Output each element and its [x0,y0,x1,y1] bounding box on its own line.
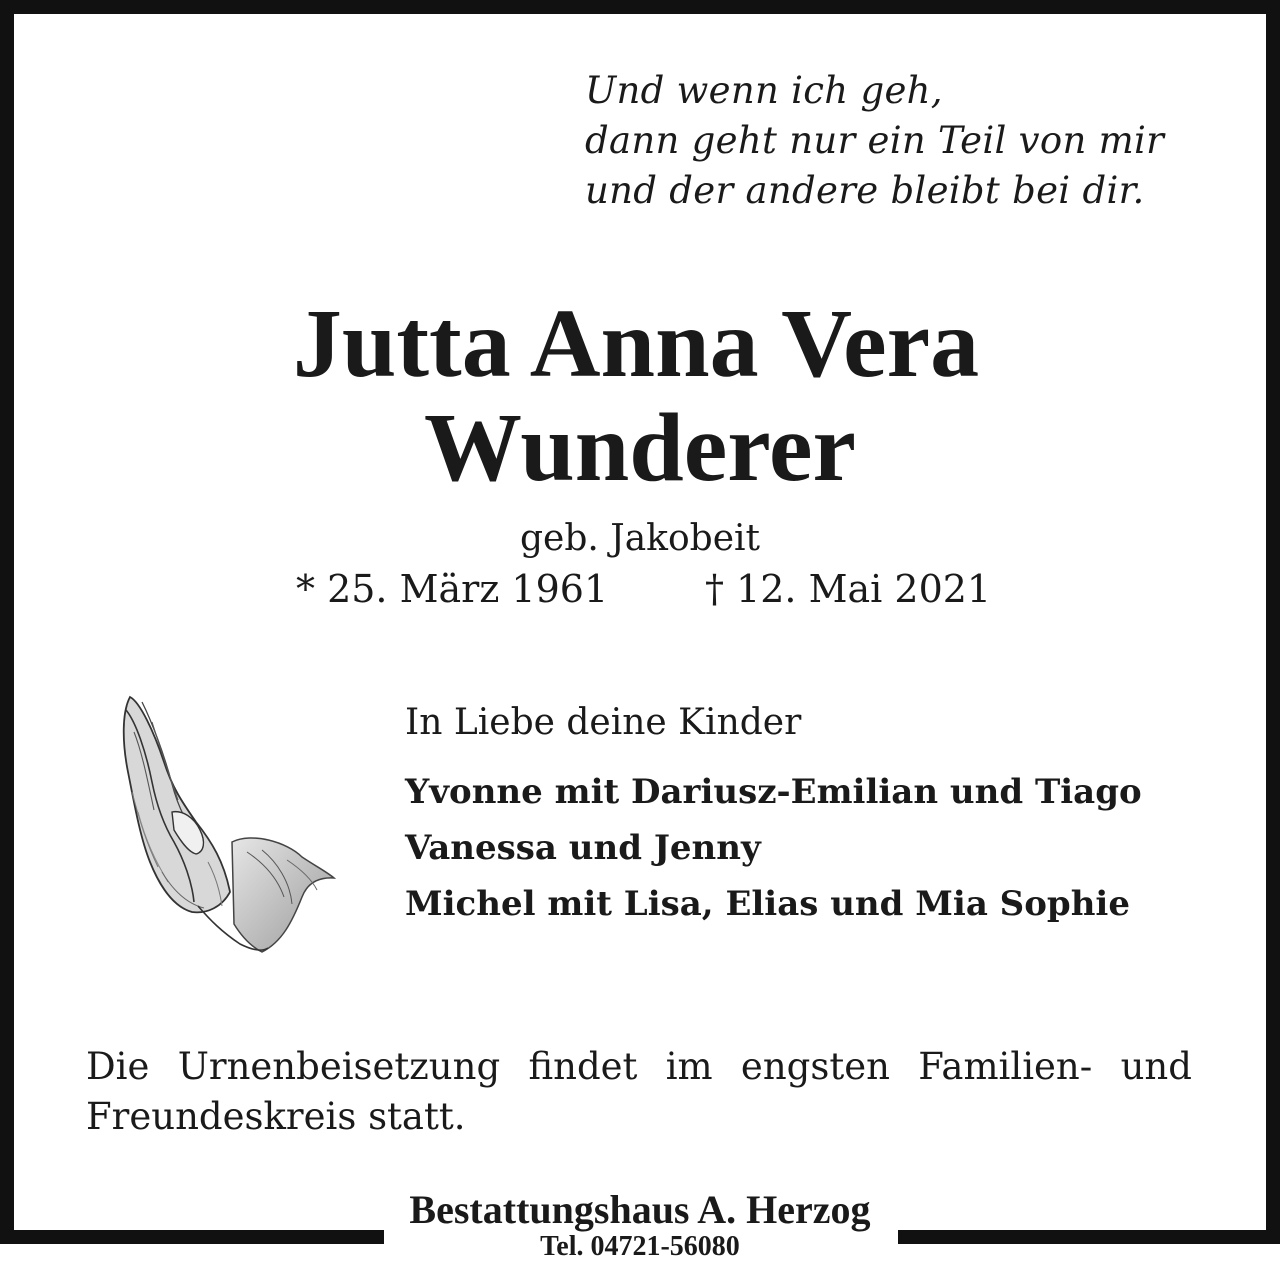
notice-word: Die [86,1045,150,1088]
list-item: Michel mit Lisa, Elias und Mia Sophie [405,884,1130,924]
mourners-intro: In Liebe deine Kinder [405,702,802,743]
death-date: † 12. Mai 2021 [705,567,992,611]
notice-word: im [665,1045,713,1088]
maiden-name-text: geb. Jakobeit [520,518,760,559]
praying-hands-icon [112,692,336,954]
burial-notice [86,1042,1192,1142]
quote-line: dann geht nur ein Teil von mir [585,119,1165,162]
notice-word: und [1120,1045,1192,1088]
deceased-name [0,292,1280,500]
notice-line-1 [86,1042,1192,1092]
funeral-home-name-text: Bestattungshaus A. Herzog [409,1187,871,1232]
children-list [405,764,1142,932]
deceased-first-names: Jutta Anna Vera [292,290,980,398]
quote-line: Und wenn ich geh, [585,69,943,112]
notice-word: Urnenbeisetzung [177,1045,501,1088]
birth-date: * 25. März 1961 [296,567,609,611]
notice-word: engsten [740,1045,890,1088]
memorial-quote [585,66,1164,216]
list-item: Yvonne mit Dariusz-Emilian und Tiago [405,772,1142,812]
notice-line-2: Freundeskreis statt. [86,1095,466,1138]
notice-word: Familien- [918,1045,1093,1088]
funeral-home-phone-text: Tel. 04721-56080 [540,1231,740,1262]
funeral-home-name [0,1186,1280,1234]
deceased-surname: Wunderer [424,394,856,502]
maiden-name [0,516,1280,562]
list-item: Vanessa und Jenny [405,828,761,868]
quote-line: und der andere bleibt bei dir. [585,169,1145,212]
notice-word: findet [528,1045,638,1088]
funeral-home-phone [0,1232,1280,1262]
